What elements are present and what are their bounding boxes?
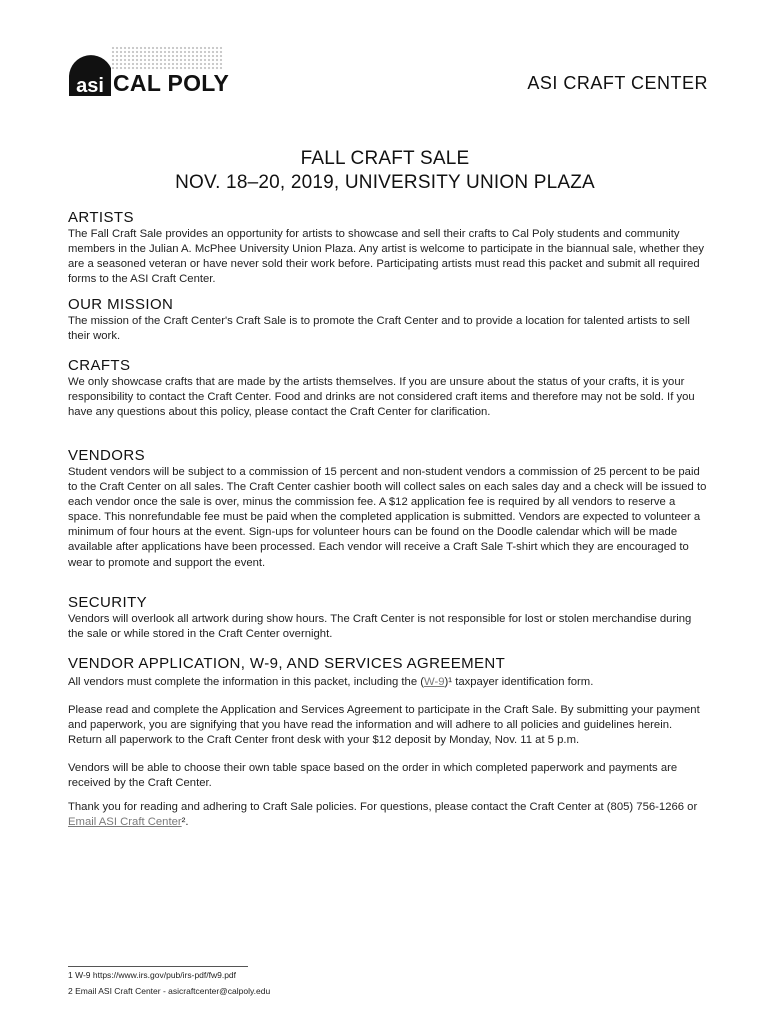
section-heading: VENDOR APPLICATION, W-9, AND SERVICES AGREEMENT (68, 655, 506, 672)
section-heading: SECURITY (68, 594, 148, 611)
section-security (68, 594, 708, 642)
department-name: ASI CRAFT CENTER (527, 73, 708, 93)
section-heading: CRAFTS (68, 357, 131, 374)
section-mission (68, 296, 708, 344)
logo-dot-pattern (111, 46, 223, 70)
footnote-divider (68, 966, 248, 967)
application-paragraph-1: All vendors must complete the information in this packet, including the (W-9)¹ taxpayer identification form. (68, 676, 594, 688)
svg-text:asi: asi (76, 75, 104, 97)
section-crafts (68, 357, 708, 420)
asi-cal-poly-logo (67, 44, 237, 98)
asi-logo-mark-icon (67, 52, 113, 98)
w9-link[interactable]: W-9 (424, 676, 445, 688)
email-craft-center-link[interactable]: Email ASI Craft Center (68, 815, 182, 828)
section-heading: VENDORS (68, 447, 145, 464)
section-application (68, 655, 708, 830)
footnote-1: 1 W-9 https://www.irs.gov/pub/irs-pdf/fw9.pdf (68, 970, 237, 980)
section-artists (68, 209, 708, 287)
section-body: The mission of the Craft Center's Craft Sale is to promote the Craft Center and to provide a location for talented artists to sell their work. (68, 315, 690, 343)
section-vendors (68, 447, 708, 571)
document-subtitle: NOV. 18–20, 2019, UNIVERSITY UNION PLAZA (175, 172, 595, 193)
application-paragraph-2: Please read and complete the Application and Services Agreement to participate in the Craft Sale. By submitting your payment and paperwork, you are signifying that you have read the information and will adhere to all policies and guidelines herein. Return all paperwork to the Craft Center front desk with your $12 deposit by Monday, Nov. 11 at 5 p.m. (68, 704, 700, 747)
document-title: FALL CRAFT SALE (300, 148, 470, 169)
section-heading: ARTISTS (68, 209, 134, 226)
footnote-2: 2 Email ASI Craft Center - asicraftcenter@calpoly.edu (68, 986, 271, 996)
application-paragraph-4: Thank you for reading and adhering to Craft Sale policies. For questions, please contact the Craft Center at (805) 756-1266 or Email ASI Craft Center². (68, 800, 698, 828)
application-paragraph-3: Vendors will be able to choose their own table space based on the order in which completed paperwork and payments are received by the Craft Center. (68, 762, 678, 790)
section-heading: OUR MISSION (68, 296, 174, 313)
section-body: The Fall Craft Sale provides an opportunity for artists to showcase and sell their crafts to Cal Poly students and community members in the Julian A. McPhee University Union Plaza. Any artist is welcome to participate in the biannual sale, whether they are a seasoned veteran or have never sold their work before. Participating artists must read this packet and submit all required forms to the ASI Craft Center. (68, 228, 705, 286)
section-body: Student vendors will be subject to a commission of 15 percent and non-student vendors a commission of 25 percent to be paid to the Craft Center on all sales. The Craft Center cashier booth will collect sales on each sales day and a check will be issued to each vendor once the sale is over, minus the commission fee. A $12 application fee is required by all vendors to reserve a space. This nonrefundable fee must be paid when the completed application is submitted. Vendors are expected to volunteer a minimum of four hours at the event. Sign-ups for volunteer hours can be found on the Doodle calendar which will be made available after applications have been processed. Each vendor will receive a Craft Sale T-shirt which they are encouraged to wear to promote and support the event. (68, 466, 707, 569)
section-body: We only showcase crafts that are made by the artists themselves. If you are unsure about the status of your crafts, it is your responsibility to contact the Craft Center. Food and drinks are not considered craft items and therefore may not be sold. If you have any questions about this policy, please contact the Craft Center for clarification. (68, 376, 695, 419)
org-name: CAL POLY (113, 70, 230, 96)
section-body: Vendors will overlook all artwork during show hours. The Craft Center is not responsible for lost or stolen merchandise during the sale or while stored in the Craft Center overnight. (68, 613, 692, 641)
